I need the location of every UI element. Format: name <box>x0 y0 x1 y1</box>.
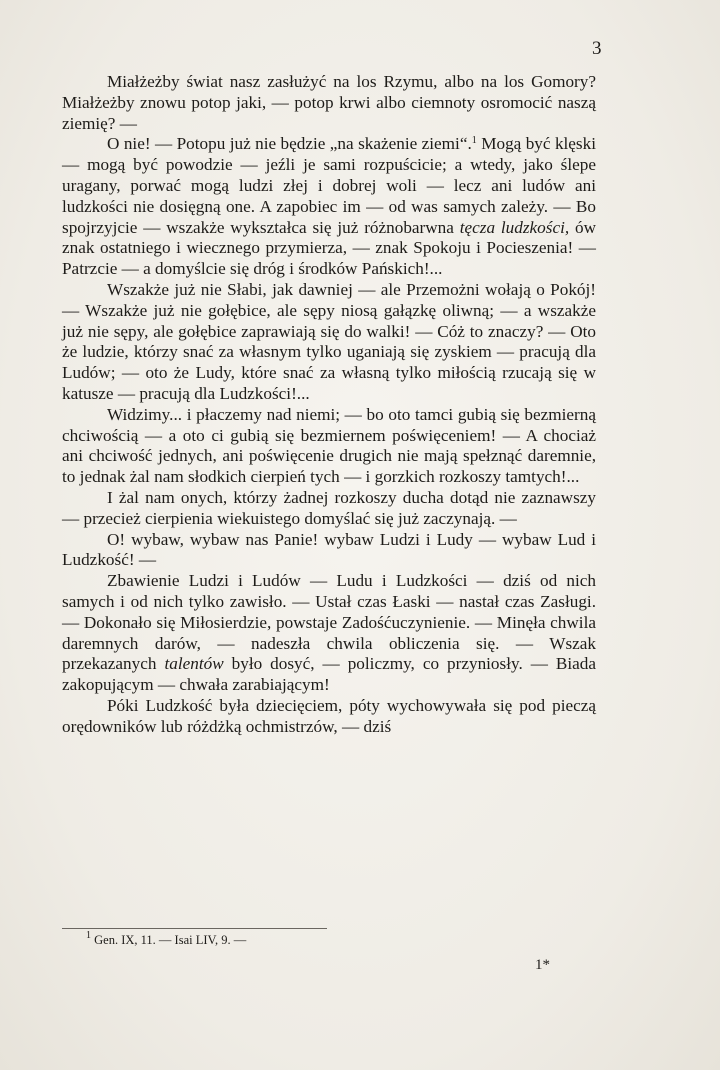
footnote-divider <box>62 928 327 929</box>
paragraph-5: I żal nam onych, którzy żadnej rozkoszy ducha dotąd nie zaznawszy — przecież cierpienia wiekuistego domyślać się już zaczynają. — <box>62 487 596 528</box>
paragraph-1: Miałżeżby świat nasz zasłużyć na los Rzymu, albo na los Gomory? Miałżeżby znowu potop jaki, — potop krwi albo ciemnoty osromocić naszą ziemię? — <box>62 72 596 133</box>
footnote <box>86 932 246 948</box>
paragraph-2-cont: Mogą być klęski — mogą być powodzie — jeźli je sami rozpuścicie; a wtedy, jako ślepe uragany, porwać mogą ludzi złej i dobrej woli — lecz ani ludów ani ludzkości nie dosięgną one. A zapobiec im — od was samych zależy. — Bo spojrzyjcie — wszakże wykształca się już różnobarwna <box>62 134 596 237</box>
footnote-marker: 1 <box>471 135 477 147</box>
body-text <box>62 72 596 738</box>
italic-phrase-tecza: tęcza ludzkości, <box>459 217 570 237</box>
paragraph-3: Wszakże już nie Słabi, jak dawniej — ale Przemożni wołają o Pokój! — Wszakże już nie gołębice, ale sępy niosą gałązkę oliwną; — a wszakże już nie sępy, ale gołębice zaprawiają się do walki! — Cóż to znaczy? — Oto że ludzie, którzy snać za własnym tylko uganiają się zyskiem — pracują dla Ludów; — oto że Ludy, które snać za własną tylko miłością rzucają się w katusze — pracują dla Ludzkości!... <box>62 279 596 403</box>
signature-mark: 1* <box>535 957 550 973</box>
paragraph-7 <box>62 571 596 696</box>
italic-word-talentow: talentów <box>164 654 224 674</box>
paragraph-7-text: Zbawienie Ludzi i Ludów — Ludu i Ludzkości — dziś od nich samych i od nich tylko zawisło. — Ustał czas Łaski — nastał czas Zasługi. — Dokonało się Miłosierdzie, powstaje Zadośćuczynienie. — Minęła chwila daremnych darów, — nadeszła chwila obliczenia się. — Wszak przekazanych <box>62 571 596 674</box>
paragraph-2-end: ów znak ostatniego i wiecznego przymierza, — znak Spokoju i Pocieszenia! — Patrzcie — a domyślcie się dróg i środków Pańskich!... <box>62 217 596 279</box>
footnote-number: 1 <box>86 930 91 941</box>
paragraph-6: O! wybaw, wybaw nas Panie! wybaw Ludzi i Ludy — wybaw Lud i Ludzkość! — <box>62 529 596 570</box>
paragraph-2 <box>62 134 596 280</box>
paragraph-4: Widzimy... i płaczemy nad niemi; — bo oto tamci gubią się bezmierną chciwością — a oto ci gubią się bezmiernem poświęceniem! — A chociaż ani chciwość jednych, ani poświęcenie drugich nie mają spełznąć daremnie, to jednak żal nam słodkich cierpień tych — i gorzkich rozkoszy tamtych!... <box>62 404 596 487</box>
footnote-text: Gen. IX, 11. — Isai LIV, 9. — <box>94 933 247 947</box>
page-number: 3 <box>592 38 602 59</box>
paragraph-7-end: było dosyć, — policzmy, co przyniosły. — Biada zakopującym — chwała zarabiającym! <box>62 654 597 695</box>
paragraph-8: Póki Ludzkość była dziecięciem, póty wychowywała się pod pieczą orędowników lub różdżką ochmistrzów, — dziś <box>62 695 596 736</box>
paragraph-2-text: O nie! — Potopu już nie będzie „na skażenie ziemi“. <box>107 134 472 154</box>
